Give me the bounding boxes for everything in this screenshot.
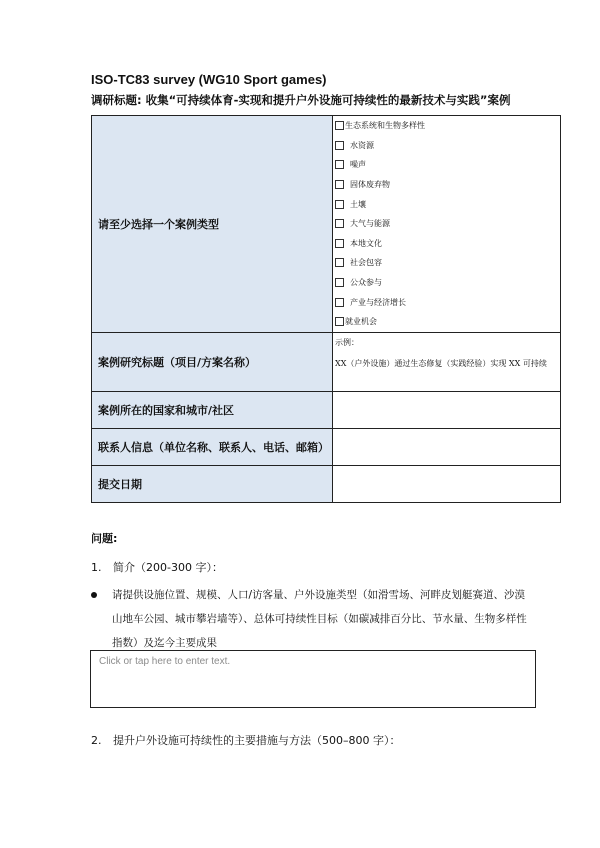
case-type-option-label: 生态系统和生物多样性 [345, 121, 425, 131]
checkbox[interactable] [335, 258, 344, 267]
case-type-options [333, 116, 561, 333]
case-form-table [91, 115, 561, 503]
case-type-option-label: 本地文化 [350, 238, 382, 248]
contact-row [92, 428, 561, 465]
date-field[interactable] [333, 465, 561, 502]
checkbox[interactable] [335, 298, 344, 307]
location-row [92, 391, 561, 428]
checkbox[interactable] [335, 278, 344, 287]
question-2 [91, 732, 401, 748]
case-type-option[interactable] [333, 253, 560, 273]
case-title-field[interactable] [333, 332, 561, 391]
case-type-option[interactable] [333, 136, 560, 156]
checkbox[interactable] [335, 141, 344, 150]
example-label: 示例： [335, 337, 359, 347]
case-type-option-label: 固体废弃物 [350, 180, 390, 190]
case-type-option[interactable] [333, 234, 560, 254]
question-2-number: 2. [91, 734, 102, 747]
document-title: ISO-TC83 survey (WG10 Sport games) [91, 72, 327, 87]
case-type-option[interactable] [333, 312, 560, 332]
example-text: XX（户外设施）通过生态修复（实践经验）实现 XX 可持续 [335, 358, 547, 368]
case-title-row [92, 332, 561, 391]
case-type-option[interactable] [333, 273, 560, 293]
case-type-option[interactable] [333, 175, 560, 195]
case-type-option-label: 噪声 [350, 160, 366, 170]
checkbox[interactable] [335, 180, 344, 189]
checkbox[interactable] [335, 317, 344, 326]
case-type-option-label: 水资源 [350, 140, 374, 150]
case-type-option-label: 公众参与 [350, 278, 382, 288]
case-type-option-label: 就业机会 [345, 317, 377, 327]
survey-subtitle: 调研标题: 收集“可持续体育-实现和提升户外设施可持续性的最新技术与实践”案例 [91, 93, 511, 107]
question-1 [91, 559, 223, 575]
case-type-option[interactable] [333, 116, 560, 136]
question-1-text: 简介（200-300 字）： [113, 561, 223, 574]
case-type-row [92, 116, 561, 333]
case-type-label: 请至少选择一个案例类型 [92, 116, 333, 333]
case-type-option[interactable] [333, 214, 560, 234]
contact-field[interactable] [333, 428, 561, 465]
checkbox[interactable] [335, 200, 344, 209]
question-1-bullet-text: 请提供设施位置、规模、人口/访客量、户外设施类型（如滑雪场、河畔皮划艇赛道、沙漠山地车公园、城市攀岩墙等）、总体可持续性目标（如碳减排百分比、节水量、生物多样性指数）及迄今主要成果 [112, 589, 527, 649]
case-type-option-label: 大气与能源 [350, 219, 390, 229]
checkbox[interactable] [335, 121, 344, 130]
date-row [92, 465, 561, 502]
case-type-option-label: 土壤 [350, 199, 366, 209]
contact-label: 联系人信息（单位名称、联系人、电话、邮箱） [92, 428, 333, 465]
question-1-bullet [91, 583, 531, 655]
answer-placeholder: Click or tap here to enter text. [99, 656, 231, 667]
case-type-option[interactable] [333, 194, 560, 214]
question-1-number: 1. [91, 561, 102, 574]
case-title-label: 案例研究标题（项目/方案名称） [92, 332, 333, 391]
location-label: 案例所在的国家和城市/社区 [92, 391, 333, 428]
questions-heading: 问题: [91, 532, 118, 545]
case-type-option-label: 产业与经济增长 [350, 297, 406, 307]
checkbox[interactable] [335, 160, 344, 169]
date-label: 提交日期 [92, 465, 333, 502]
answer-text-field[interactable] [90, 650, 536, 708]
checkbox[interactable] [335, 239, 344, 248]
case-type-option[interactable] [333, 155, 560, 175]
bullet-icon [91, 592, 97, 598]
location-field[interactable] [333, 391, 561, 428]
case-type-option[interactable] [333, 292, 560, 312]
question-2-text: 提升户外设施可持续性的主要措施与方法（500–800 字）： [113, 734, 401, 747]
case-type-option-label: 社会包容 [350, 258, 382, 268]
checkbox[interactable] [335, 219, 344, 228]
